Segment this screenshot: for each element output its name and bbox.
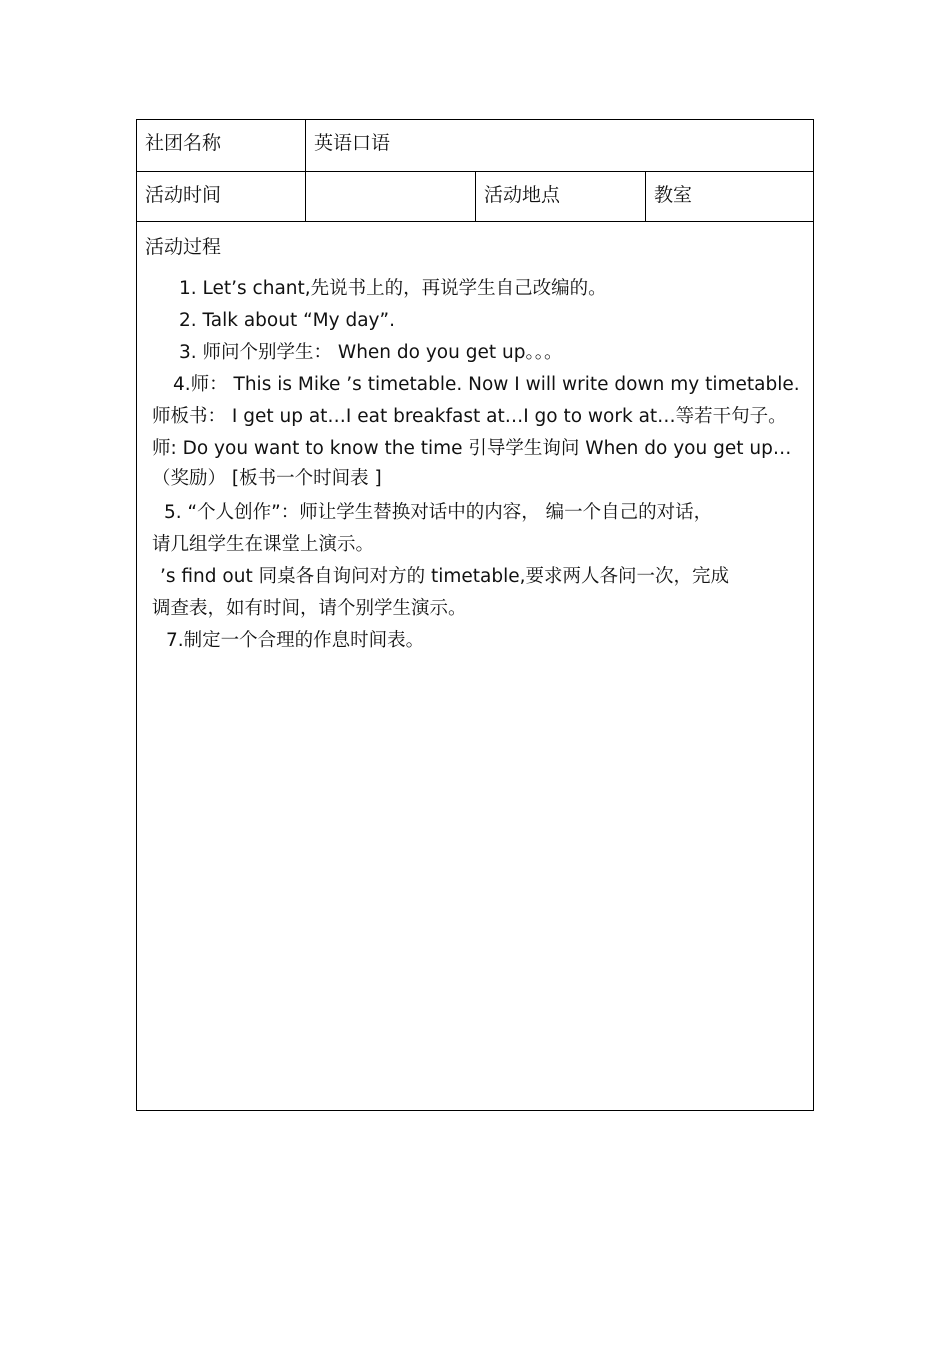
activity-process-section: [137, 222, 813, 1110]
process-line: 师: Do you want to know the time 引导学生询问 When do you get up…: [152, 438, 792, 459]
activity-time-value: [306, 172, 476, 221]
club-activity-form: [136, 119, 814, 1111]
activity-place-label: 活动地点: [476, 172, 646, 221]
process-line: 师板书： I get up at…I eat breakfast at…I go to work at…等若干句子。: [152, 406, 787, 427]
process-line: 2. Talk about “My day”.: [179, 310, 395, 331]
activity-place-value: 教室: [654, 184, 693, 206]
process-line: 3. 师问个别学生： When do you get up。。。: [179, 342, 563, 363]
process-line: 请几组学生在课堂上演示。: [152, 534, 375, 555]
activity-time-label: 活动时间: [137, 172, 306, 221]
club-name-row: [137, 120, 813, 172]
time-place-row: [137, 172, 813, 222]
process-line: （奖励） [板书一个时间表 ]: [152, 468, 382, 489]
activity-process-label: 活动过程: [145, 236, 222, 258]
club-name-value: 英语口语: [314, 132, 391, 154]
club-name-label: 社团名称: [137, 120, 306, 171]
process-line: 5. “个人创作”：师让学生替换对话中的内容， 编一个自己的对话，: [164, 502, 713, 523]
process-line: 4.师： This is Mike ’s timetable. Now I will write down my timetable.: [173, 374, 800, 395]
process-line: 调查表，如有时间，请个别学生演示。: [152, 598, 467, 619]
process-line: ’s find out 同桌各自询问对方的 timetable,要求两人各问一次，完成: [160, 566, 729, 587]
process-line: 1. Let’s chant,先说书上的，再说学生自己改编的。: [179, 278, 607, 299]
process-line: 7.制定一个合理的作息时间表。: [166, 630, 425, 651]
